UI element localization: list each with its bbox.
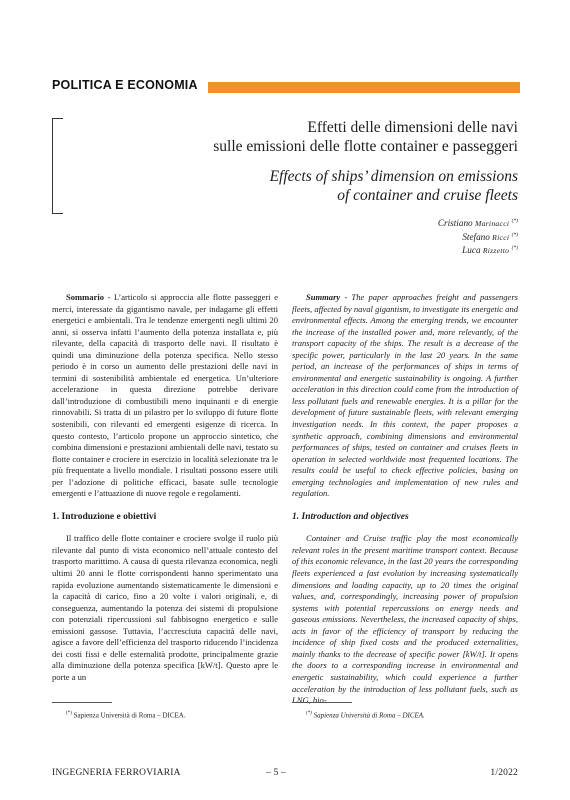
section-label: POLITICA E ECONOMIA	[52, 78, 198, 92]
section-heading-italian: 1. Introduzione e obiettivi	[52, 511, 157, 522]
section-heading-english: 1. Introduction and objectives	[292, 511, 409, 522]
footnote-right: (*) Sapienza Università di Roma – DICEA.	[306, 711, 425, 720]
section-accent-bar	[208, 82, 520, 93]
title-english	[98, 167, 518, 205]
summary-english: Summary - The paper approaches freight and passengers fleets, affected by naval gigantism, to investigate its energetic and environmental effects. Among the emerging trends, we encounter the increase of the installed power and, more relevantly, of the transport capacity of the ships. The result is a decrease of the specific power, particularly in the last 20 years. In the same period, an increase of the performances of ships in terms of environmental and energetic sustainability is ongoing. A further acceleration in this direction could come from the introduction of less pollutant fuels and renewable energies. It is a pillar for the development of future sustainable fleets, with relevant emerging investigation needs. In this context, the paper proposes a synthetic approach, combining dimensions and environmental performances of ships, tested on container and cruises fleets in operation in selected worldwide most frequented locations. The results could be useful to check effective policies, basing on emerging technologies and implementation of new rules and regulation.	[292, 292, 518, 499]
footnote-rule-left	[52, 702, 112, 703]
author-list	[438, 216, 518, 257]
title-english-line1: Effects of ships’ dimension on emissions	[269, 168, 518, 185]
footnote-left: (*) Sapienza Università di Roma – DICEA.	[66, 711, 186, 720]
intro-italian: Il traffico delle flotte container e crociere svolge il ruolo più rilevante dal punto di vista economico nell’attuale contesto del trasporto marittimo. A causa di questa rilevanza economica, negli ultimi 20 anni le flotte corrispondenti hanno sperimentato una rapida evoluzione aumentando sistematicamente le dimensioni e la capacità di carico, fino a 20 volte i valori originali, e, di conseguenza, aumentando la potenza dei sistemi di propulsione con potenziali ripercussioni sul fabbisogno energetico e sulle emissioni gassose. Tuttavia, l’accresciuta capacità delle navi, agisce a favore dell’efficienza del trasporto riducendo l’incidenza dei costi fissi e delle esternalità prodotte, principalmente grazie alla diminuzione della potenza specifica [kW/t]. Questo apre le porte a un	[52, 533, 278, 682]
title-english-line2: of container and cruise fleets	[337, 187, 518, 204]
author: Luca Rizzetto (*)	[462, 245, 518, 256]
summary-italian: Sommario - L’articolo si approccia alle flotte passeggeri e merci, interessate da gigantismo navale, per indagarne gli effetti energetici e ambientali. Tra le tendenze emergenti negli ultimi 20 anni, si osserva infatti l’aumento della potenza installata e, più rilevante, della capacità di trasporto delle navi. Il risultato è quindi una diminuzione della potenza specifica. Nello stesso periodo è in corso un aumento delle prestazioni delle navi in termini di sostenibilità ambientale ed energetica. Un’ulteriore accelerazione in questa direzione potrebbe derivare dall’introduzione di combustibili meno inquinanti e di energie rinnovabili. Si tratta di un pilastro per lo sviluppo di future flotte sostenibili, con rilevanti ed emergenti esigenze di ricerca. In questo contesto, l’articolo propone un approccio sintetico, che combina dimensioni e prestazioni ambientali delle navi, testato su flotte container e crociere in esercizio in località selezionate tra le più frequentate a livello mondiale. I risultati possono essere utili per l’adozione di politiche efficaci, basate sulle tecnologie emergenti e l’attuazione di nuove regole e regolamenti.	[52, 292, 278, 499]
footnote-rule-right	[292, 702, 352, 703]
footer-issue: 1/2022	[490, 768, 518, 778]
title-italian-line1: Effetti delle dimensioni delle navi	[307, 119, 518, 136]
column-english	[292, 292, 518, 707]
author: Cristiano Marinacci (*)	[437, 218, 518, 229]
author: Stefano Ricci (*)	[462, 231, 518, 242]
title-block	[98, 118, 518, 205]
footer-page-number: – 5 –	[266, 768, 286, 778]
column-italian	[52, 292, 278, 684]
title-italian	[98, 118, 518, 156]
title-bracket	[52, 118, 63, 214]
intro-english: Container and Cruise traffic play the most economically relevant roles in the present maritime transport context. Because of this economic relevance, in the last 20 years the corresponding fleets experienced a fast evolution by increasing systematically dimensions and loading capacity, up to 20 times the original values, and, correspondingly, increasing power of propulsion systems with potential repercussions on energy needs and gaseous emissions. Nevertheless, the increased capacity of ships, acts in favor of the efficiency of transport by reducing the incidence of ship fixed costs and the produced externalities, mainly thanks to the decrease of specific power [kW/t]. It opens the doors to a corresponding increase in environmental and energetic sustainability, which could experience a further acceleration by the introduction of less pollutant fuels, such as LNG, bio-	[292, 533, 518, 706]
footer-journal: INGEGNERIA FERROVIARIA	[52, 768, 181, 778]
title-italian-line2: sulle emissioni delle flotte container e passeggeri	[213, 138, 518, 155]
